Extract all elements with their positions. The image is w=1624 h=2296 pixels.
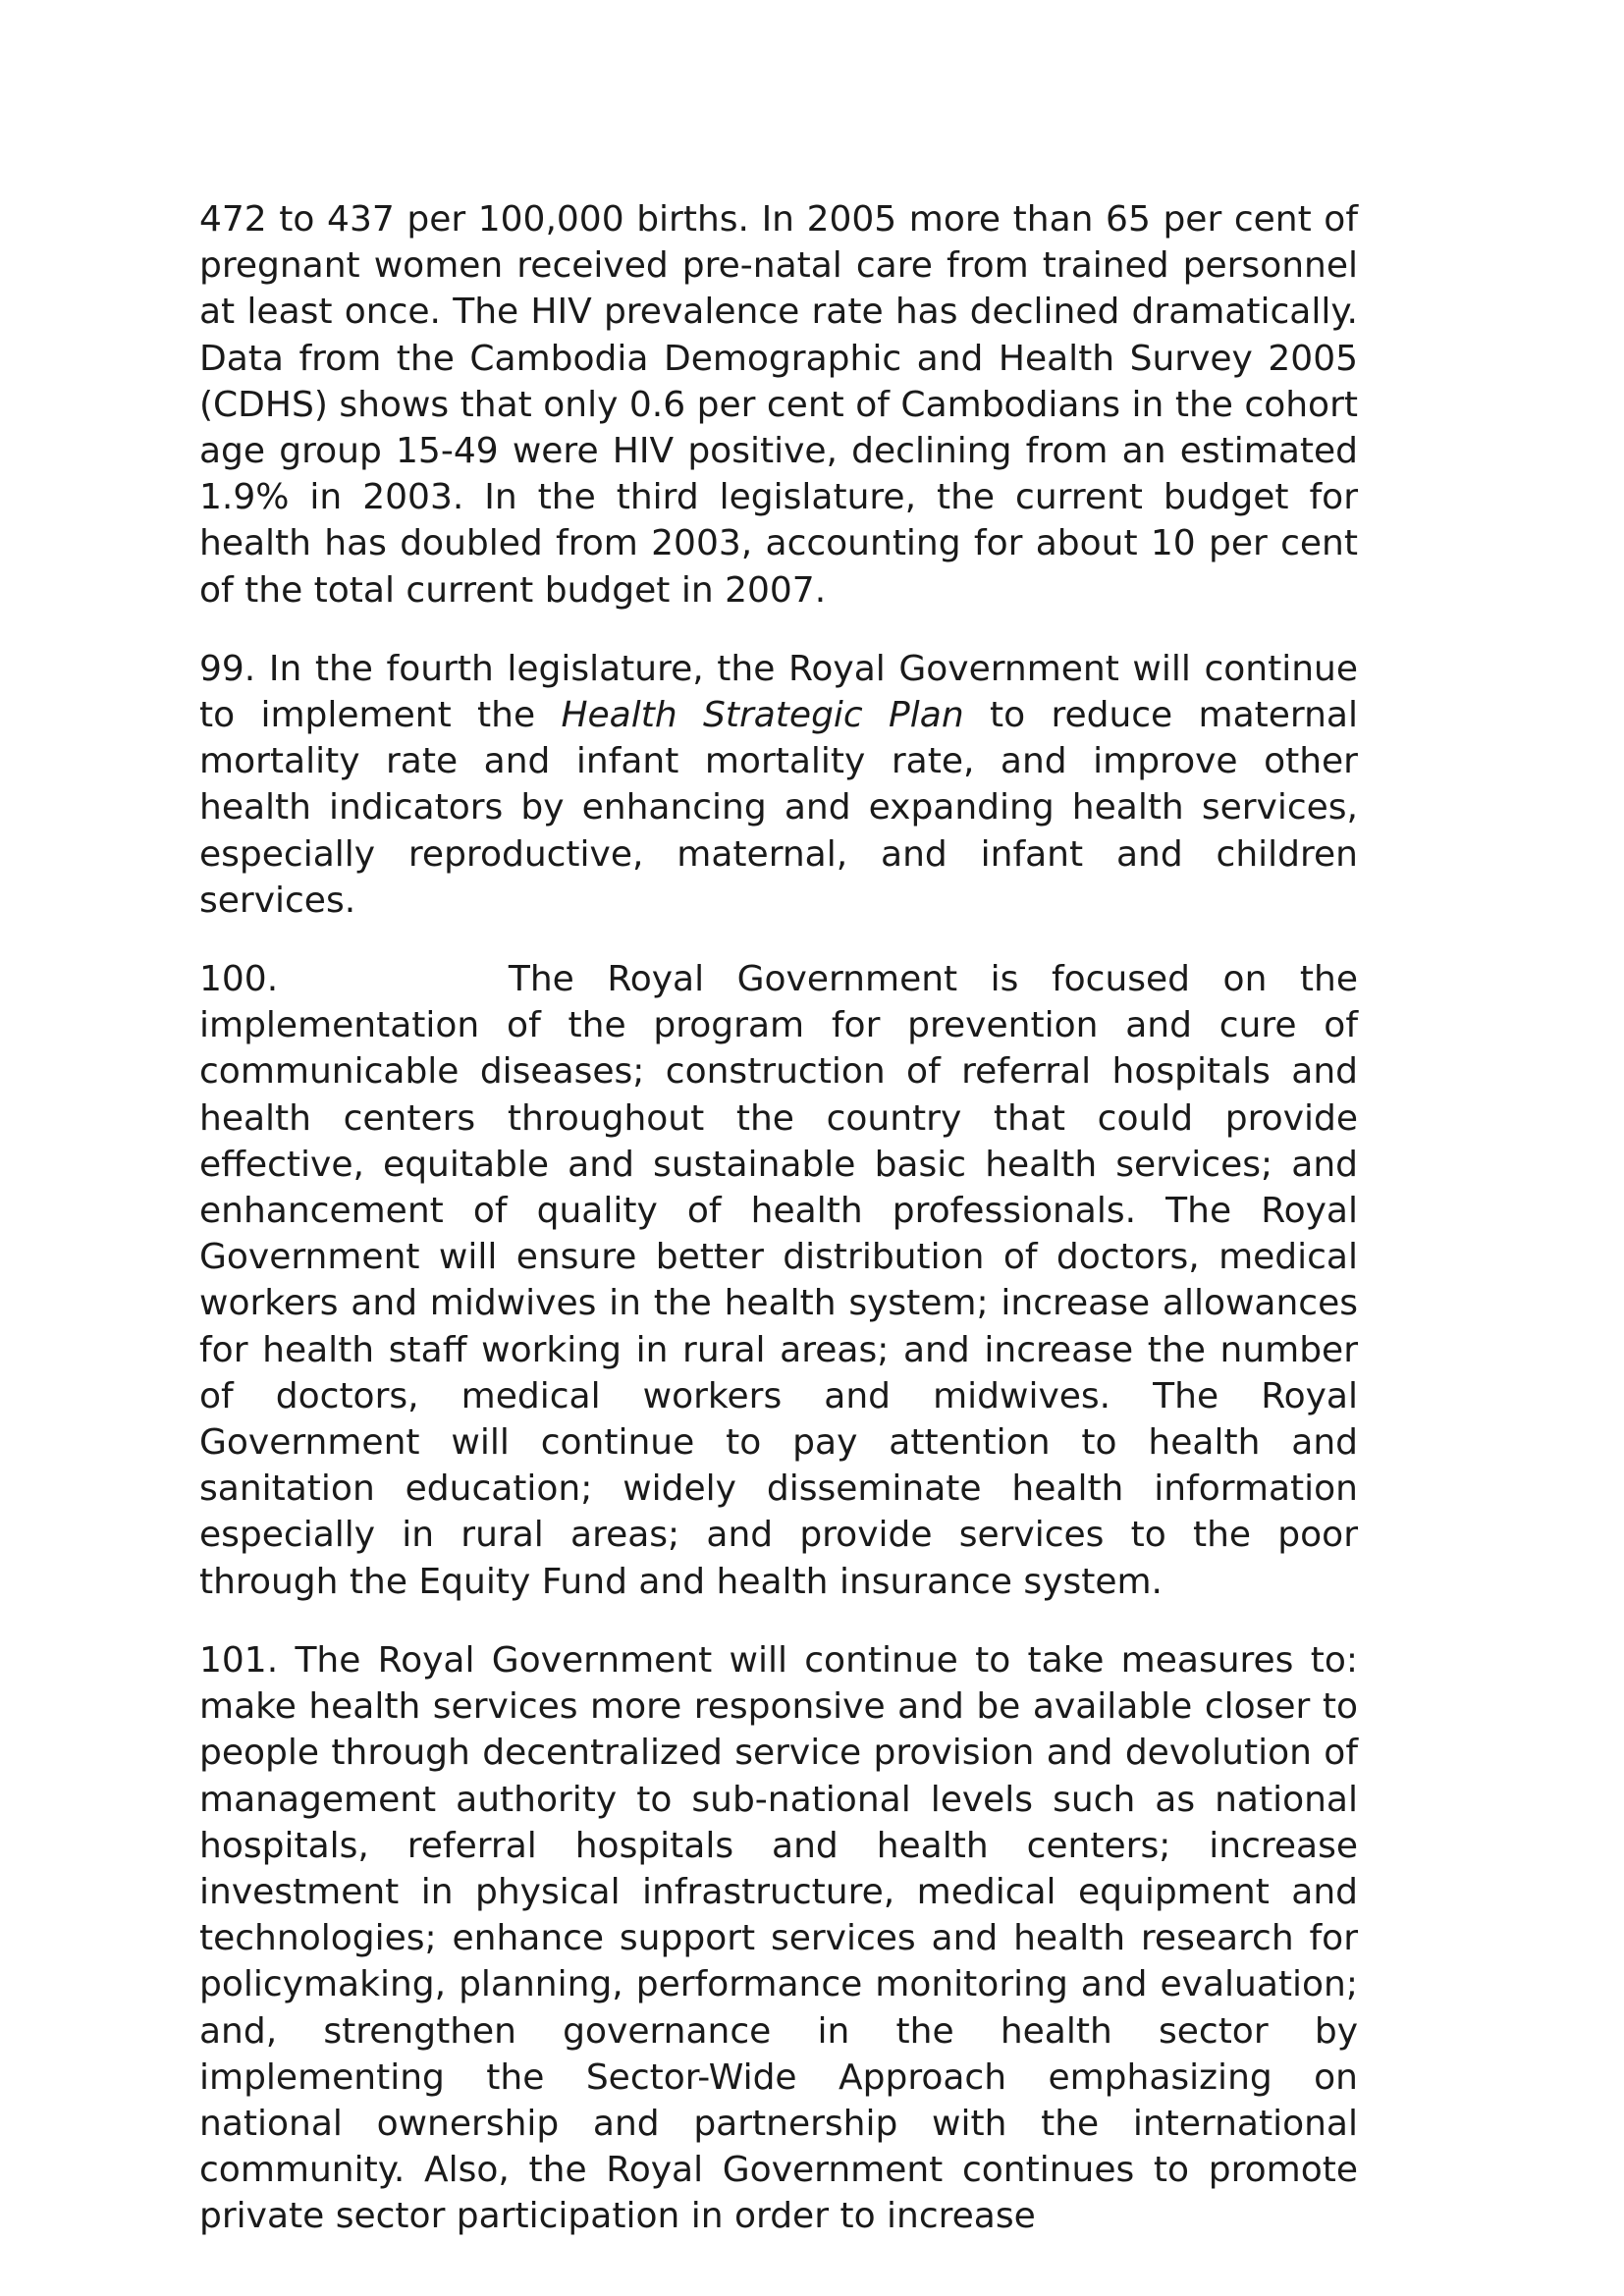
paragraph-101: 101. The Royal Government will continue to take measures to: make health services more responsive and be available closer to people through decentralized service provision and devolution of management authority to sub-national levels such as national hospitals, referral hospitals and health centers; increase investment in physical infrastructure, medical equipment and technologies; enhance support services and health research for policymaking, planning, performance monitoring and evaluation; and, strengthen governance in the health sector by implementing the Sector-Wide Approach emphasizing on national ownership and partnership with the international community. Also, the Royal Government continues to promote private sector participation in order to increase <box>199 1639 1358 2237</box>
paragraph-100-number: 100. <box>199 959 279 1000</box>
paragraph-100-text: The Royal Government is focused on the implementation of the program for prevention and cure of communicable diseases; construction of referral hospitals and health centers throughout the country that could provide effective, equitable and sustainable basic health services; and enhancement of quality of health professionals. The Royal Government will ensure better distribution of doctors, medical workers and midwives in the health system; increase allowances for health staff working in rural areas; and increase the number of doctors, medical workers and midwives. The Royal Government will continue to pay attention to health and sanitation education; widely disseminate health information especially in rural areas; and provide services to the poor through the Equity Fund and health insurance system. <box>199 959 1358 1602</box>
page-body <box>199 196 1358 2240</box>
health-strategic-plan-title: Health Strategic Plan <box>561 695 964 736</box>
paragraph-100 <box>199 956 1358 1605</box>
paragraph-99 <box>199 646 1358 924</box>
paragraph-99-text-before: 99. In the fourth legislature, the Royal Government will continue to implement the <box>199 648 1358 736</box>
paragraph-99-text-after: to reduce maternal mortality rate and infant mortality rate, and improve other health indicators by enhancing and expanding health services, especially reproductive, maternal, and infant and children services. <box>199 695 1358 921</box>
paragraph-health-outcomes: 472 to 437 per 100,000 births. In 2005 more than 65 per cent of pregnant women received pre-natal care from trained personnel at least once. The HIV prevalence rate has declined dramatically. Data from the Cambodia Demographic and Health Survey 2005 (CDHS) shows that only 0.6 per cent of Cambodians in the cohort age group 15-49 were HIV positive, declining from an estimated 1.9% in 2003. In the third legislature, the current budget for health has doubled from 2003, accounting for about 10 per cent of the total current budget in 2007. <box>199 199 1358 611</box>
